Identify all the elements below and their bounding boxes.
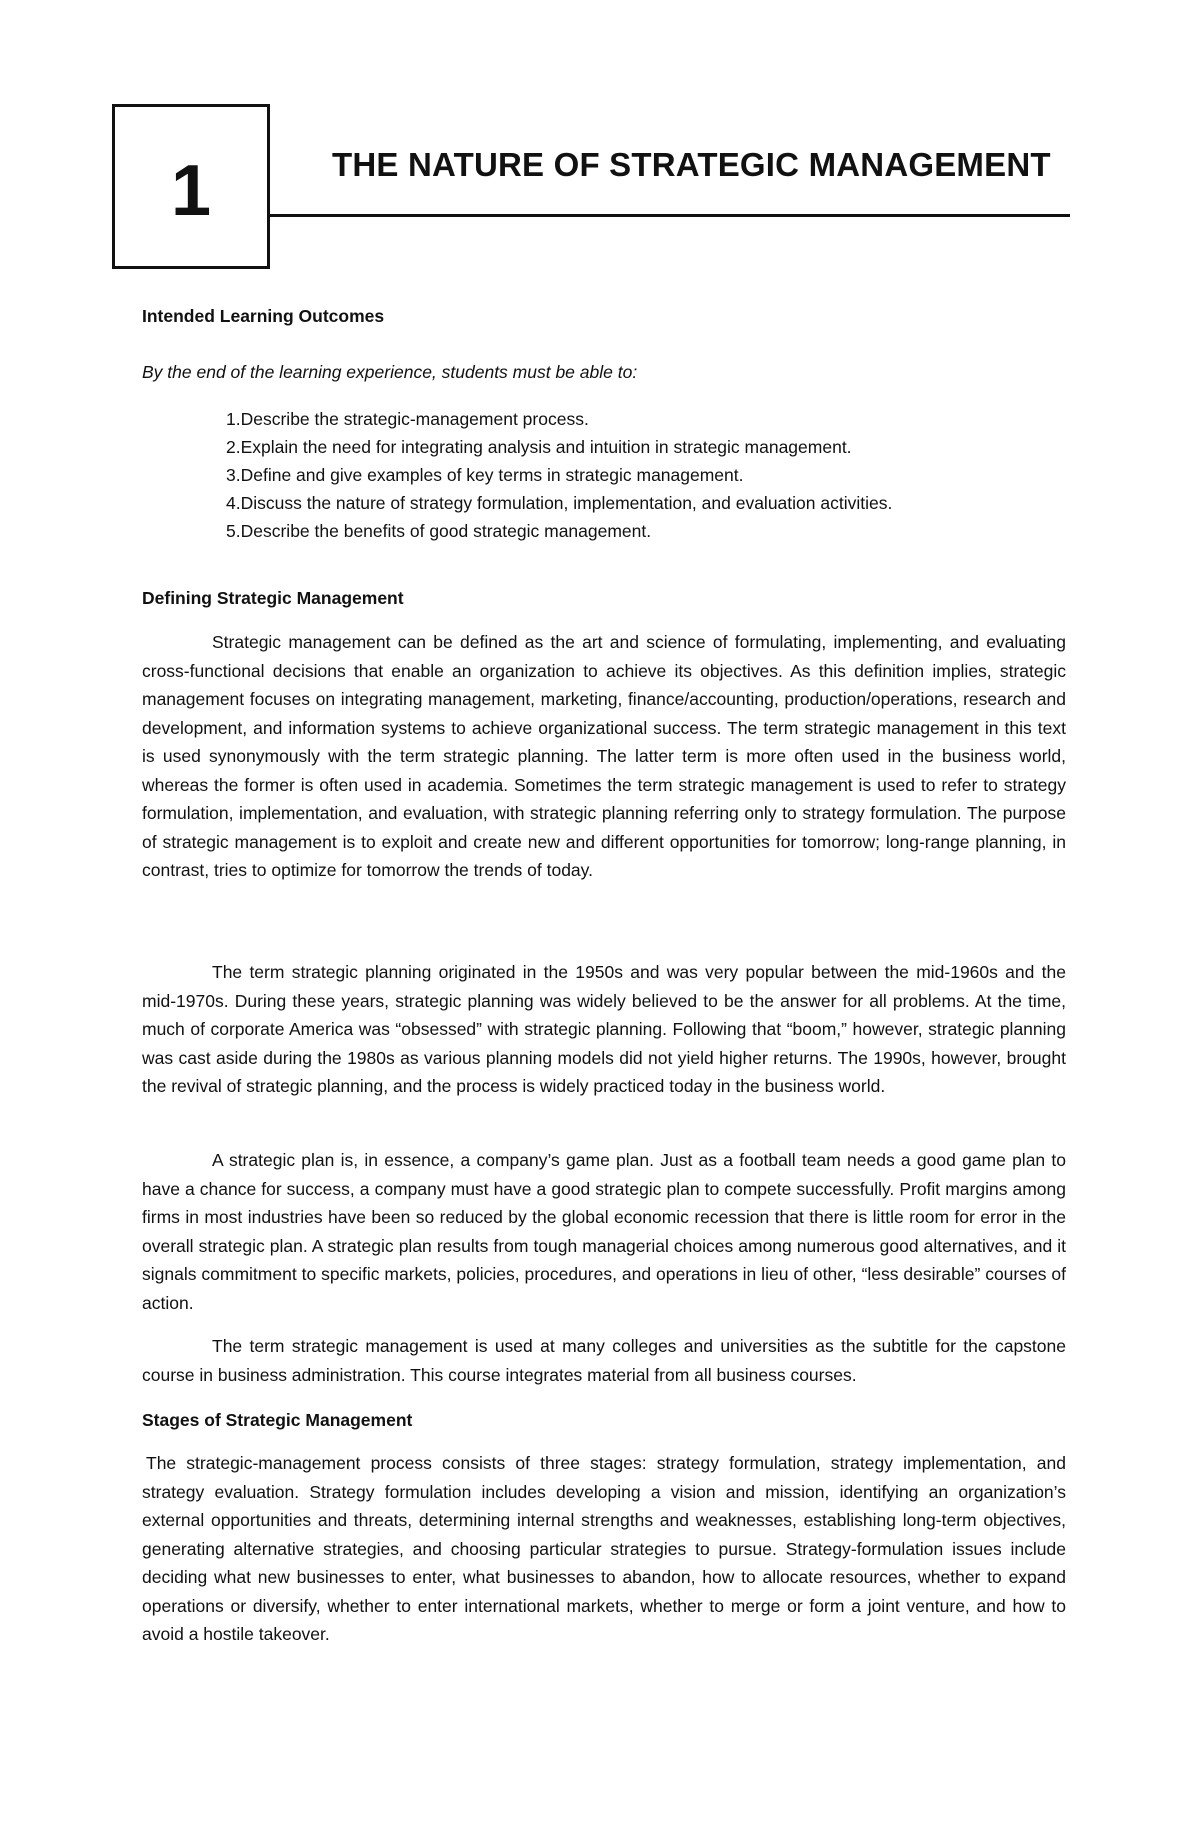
chapter-number: 1	[170, 150, 212, 231]
outcome-item: 5. Describe the benefits of good strategic management.	[226, 521, 652, 542]
defining-heading: Defining Strategic Management	[142, 588, 404, 608]
stages-paragraph-1: The strategic-management process consists of three stages: strategy formulation, strategy implementation, and strategy evaluation. Strategy formulation includes developing a vision and mission, identifying an organization’s external opportunities and threats, determining internal strengths and weaknesses, establishing long-term objectives, generating alternative strategies, and choosing particular strategies to pursue. Strategy-formulation issues include deciding what new businesses to enter, what businesses to abandon, how to allocate resources, whether to expand operations or diversify, whether to enter international markets, whether to merge or form a joint venture, and how to avoid a hostile takeover.	[142, 1453, 1066, 1644]
outcome-item: 3. Define and give examples of key terms in strategic management.	[226, 465, 744, 486]
outcome-item: 1. Describe the strategic-management process.	[226, 409, 589, 429]
defining-paragraph-3: A strategic plan is, in essence, a company’s game plan. Just as a football team needs a good game plan to have a chance for success, a company must have a good strategic plan to compete successfully. Profit margins among firms in most industries have been so reduced by the global economic recession that there is little room for error in the overall strategic plan. A strategic plan results from tough managerial choices among numerous good alternatives, and it signals commitment to specific markets, policies, procedures, and operations in lieu of other, “less desirable” courses of action.	[142, 1150, 1066, 1313]
defining-paragraph-4: The term strategic management is used at many colleges and universities as the subtitle for the capstone course in business administration. This course integrates material from all business courses.	[142, 1336, 1066, 1385]
chapter-number-box	[112, 104, 270, 269]
chapter-title: THE NATURE OF STRATEGIC MANAGEMENT	[332, 146, 1051, 183]
title-underline	[270, 214, 1070, 217]
outcomes-intro: By the end of the learning experience, students must be able to:	[142, 362, 638, 382]
outcomes-heading: Intended Learning Outcomes	[142, 306, 385, 326]
outcome-item: 4. Discuss the nature of strategy formulation, implementation, and evaluation activities.	[226, 493, 893, 514]
stages-heading: Stages of Strategic Management	[142, 1410, 413, 1430]
outcomes-list	[226, 405, 892, 545]
defining-paragraph-1: Strategic management can be defined as the art and science of formulating, implementing, and evaluating cross-functional decisions that enable an organization to achieve its objectives. As this definition implies, strategic management focuses on integrating management, marketing, finance/accounting, production/operations, research and development, and information systems to achieve organizational success. The term strategic management in this text is used synonymously with the term strategic planning. The latter term is more often used in the business world, whereas the former is often used in academia. Sometimes the term strategic management is used to refer to strategy formulation, implementation, and evaluation, with strategic planning referring only to strategy formulation. The purpose of strategic management is to exploit and create new and different opportunities for tomorrow; long-range planning, in contrast, tries to optimize for tomorrow the trends of today.	[142, 632, 1066, 880]
outcome-item: 2. Explain the need for integrating analysis and intuition in strategic management.	[226, 437, 852, 458]
defining-paragraph-2: The term strategic planning originated in the 1950s and was very popular between the mid-1960s and the mid-1970s. During these years, strategic planning was widely believed to be the answer for all problems. At the time, much of corporate America was “obsessed” with strategic planning. Following that “boom,” however, strategic planning was cast aside during the 1980s as various planning models did not yield higher returns. The 1990s, however, brought the revival of strategic planning, and the process is widely practiced today in the business world.	[142, 962, 1066, 1096]
